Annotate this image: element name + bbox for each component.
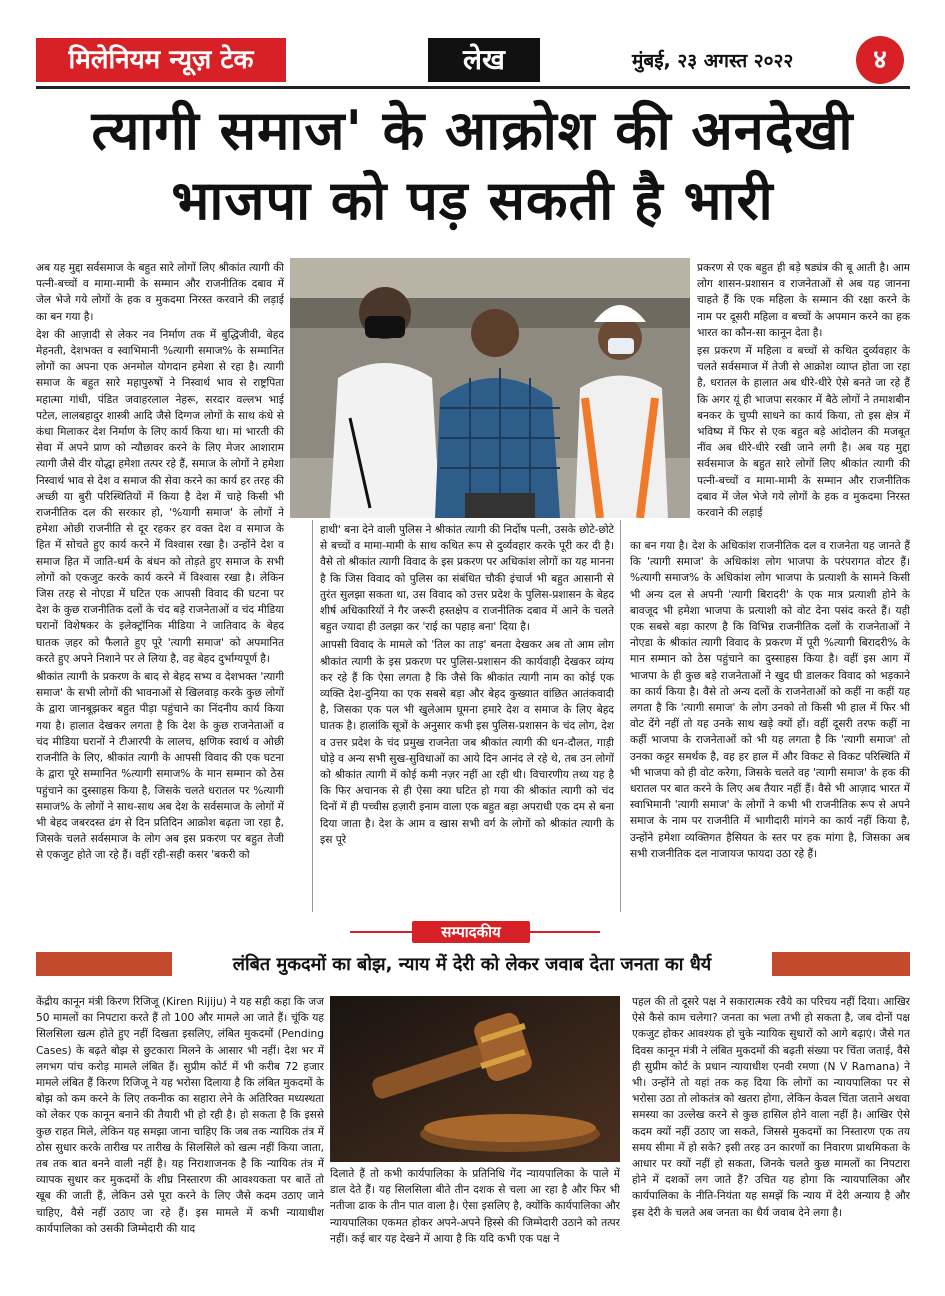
- headline-line-1: त्यागी समाज' के आक्रोश की अनदेखी: [91, 99, 854, 162]
- editorial-column-3: [632, 994, 910, 1256]
- masthead: [36, 36, 910, 84]
- paragraph: आपसी विवाद के मामले को 'तिल का ताड़' बनता देखकर अब तो आम लोग श्रीकांत त्यागी के इस प्रकरण पर पुलिस-प्रशासन की कार्यवाही देखकर व्यंग्य कर रहे हैं कि ऐसा लगता है कि जैसे कि श्रीकांत त्यागी नाम का कोई एक व्यक्ति देश-दुनिया का एक सबसे बड़ा और बेहद कुख्यात वांछित आतंकवादी है, जिसका एक पल भी खुलेआम घूमना हमारे देश व समाज के लिए बेहद घातक है। हालांकि सूत्रों के अनुसार कभी इस पुलिस-प्रशासन के चंद लोग, देश व उत्तर प्रदेश के चंद प्रमुख राजनेता जब श्रीकांत त्यागी की धन-दौलत, गाड़ी घोड़े व अन्य सभी सुख-सुविधाओं का आये दिन आनंद ले रहे थे, तब उन लोगों को श्रीकांत त्यागी में कोई कमी नज़र नहीं आ रही थी। विचारणीय तथ्य यह है कि फिर अचानक से ही ऐसा क्या घटित हो गया की श्रीकांत त्यागी को चंद दिनों में ही पच्चीस हज़ारी इनाम वाला एक बहुत बड़ा अपराधी एक दम से बना दिया जाता है। देश के आम व खास सभी वर्ग के लोगों को श्रीकांत त्यागी के इस पूरे: [320, 639, 614, 846]
- paragraph: का बन गया है। देश के अधिकांश राजनीतिक दल व राजनेता यह जानते हैं कि 'त्यागी समाज' के अधिकांश लोग भाजपा के परंपरागत वोटर हैं। %त्यागी समाज% के अधिकांश लोग भाजपा के प्रत्याशी के सामने किसी भी अन्य दल से अपनी 'त्यागी बिरादरी' के एक मात्र प्रत्याशी होने के बावजूद भी हमेशा भाजपा के प्रत्याशी को वोट देना पसंद करते हैं। यही एक सबसे बड़ा कारण है कि विभिन्न राजनीतिक दलों के राजनेताओं ने नोएडा के श्रीकांत त्यागी विवाद के प्रकरण में पूरी %त्यागी बिरादरी% के मान सम्मान को ठेस पहुंचाने का दुस्साहस किया है। वहीं इस आग में भाजपा के ही कुछ बड़े राजनेताओं ने खुद घी डालकर विवाद को भड़काने का कार्य किया है। वैसे तो अन्य दलों के राजनेताओं को कहीं ना कहीं यह लगता है कि 'त्यागी समाज' के लोग उनको तो किसी भी हाल में फिर भी वोट देंगे नहीं तो यह उनके साथ खड़े क्यों हों। वहीं दूसरी तरफ कहीं ना कहीं भाजपा के राजनेताओं को भी यह लगता है कि 'त्यागी समाज' तो उनका कट्टर समर्थक है, वह हर हाल में और विकट से विकट परिस्थिति में भी भाजपा को ही वोट करेगा, जिसके चलते वह 'त्यागी समाज' के हक की धरातल पर बात करने के लिए अब तैयार नहीं हैं। वैसे भी आज़ाद भारत में स्वाभिमानी 'त्यागी समाज' के लोगों ने कभी भी राजनीतिक रूप से अपने समाज के नाम पर राजनीति में भागीदारी मांगने का कार्य नहीं किया है, उन्होंने हमेशा व्यक्तिगत हैसियत के स्तर पर हक मांगा है, जिसका अब सभी राजनीतिक दल नाजायज फायदा उठा रहे हैं।: [630, 540, 910, 860]
- column-divider: [312, 520, 313, 912]
- paragraph: अब यह मुद्दा सर्वसमाज के बहुत सारे लोगों लिए श्रीकांत त्यागी की पत्नी-बच्चों व मामा-मामी के सम्मान और राजनीतिक दबाव में जेल भेजे गये लोगों के हक व मुकदमा निरस्त करवाने की लड़ाई का बन गया है।: [36, 262, 284, 323]
- paragraph: प्रकरण से एक बहुत ही बड़े षड्यंत्र की बू आती है। आम लोग शासन-प्रशासन व राजनेताओं से अब यह जानना चाहते हैं कि एक महिला के सम्मान की रक्षा करने के नाम पर दूसरी महिला व बच्चों के अपमान करने का हक भारत का कौन-सा कानून देता है।: [697, 262, 910, 339]
- paragraph: दिलाते हैं तो कभी कार्यपालिका के प्रतिनिधि गेंद न्यायपालिका के पाले में डाल देते हैं। यह सिलसिला बीते तीन दशक से चला आ रहा है और फिर भी नतीजा ढाक के तीन पात वाला है। ऐसा इसलिए है, क्योंकि कार्यपालिका और न्यायपालिका एकमत होकर अपने-अपने हिस्से की जिम्मेदारी उठाने को तत्पर नहीं। कई बार यह देखने में आया है कि यदि कभी एक पक्ष ने: [330, 1168, 620, 1245]
- paragraph: पहल की तो दूसरे पक्ष ने सकारात्मक रवैये का परिचय नहीं दिया। आखिर ऐसे कैसे काम चलेगा? जनता का भला तभी हो सकता है, जब दोनों पक्ष एकजुट होकर आवश्यक हो चुके न्यायिक सुधारों को आगे बढ़ाएं। जैसे गत दिवस कानून मंत्री ने लंबित मुकदमों की बढ़ती संख्या पर चिंता जताई, वैसे ही सुप्रीम कोर्ट के प्रधान न्यायाधीश एनवी रमणा (N V Ramana) ने भी। उन्होंने तो यहां तक कह दिया कि लोगों का न्यायपालिका पर से भरोसा उठा तो लोकतंत्र को खतरा होगा, लेकिन केवल चिंता जताने अथवा समस्या का उल्लेख करने से कुछ हासिल होने वाला नहीं है। आखिर ऐसे कदम क्यों नहीं उठाए जा सकते, जिससे मुकदमों का निस्तारण एक तय समय सीमा में हो सके? इसी तरह उन कारणों का निवारण प्राथमिकता के आधार पर क्यों नहीं हो सकता, जिनके चलते कुछ मामलों का निपटारा होने में दशकों लग जाते हैं? उचित यह होगा कि न्यायपालिका और कार्यपालिका के नीति-नियंता यह समझें कि न्याय में देरी अन्याय है और इस देरी के चलते अब जनता का धैर्य जवाब देने लगा है।: [632, 996, 910, 1219]
- newspaper-brand: मिलेनियम न्यूज़ टेक: [36, 38, 286, 82]
- gavel-illustration: [330, 996, 620, 1162]
- masthead-rule: [36, 86, 910, 89]
- paragraph: देश की आज़ादी से लेकर नव निर्माण तक में बुद्धिजीवी, बेहद मेहनती, देशभक्त व स्वाभिमानी %त्यागी समाज% के सम्मानित लोगों का अपना एक अनमोल योगदान हमेशा से रहा है। त्यागी समाज के बहुत सारे महापुरुषों ने निस्वार्थ भाव से राष्ट्रपिता महात्मा गांधी, पंडित जवाहरलाल नेहरू, सरदार वल्लभ भाई पटेल, लालबहादुर शास्त्री आदि जैसे दिग्गज लोगों के साथ कंधे से कंधा मिलाकर देश निर्माण के लिए कार्य किया था। मां भारती की सेवा में अपने प्राण को न्यौछावर करने के लिए मेजर आशाराम त्यागी जैसे वीर योद्धा हमेशा तत्पर रहे हैं, समाज के लोगों ने हमेशा निस्वार्थ भाव से देश व समाज की सेवा करने का कार्य हर तरह की अच्छी या बुरी परिस्थितियों में किया है देश में चाहे किसी भी राजनीतिक दल की सरकार हो, '%यागी समाज' के लोगों ने हमेशा ओछी राजनीति से दूर रहकर हर वक्त देश व समाज के हित में सोचते हुए कार्य करने में विश्वास रखा है। उन्होंने देश व समाज हित में जाति-धर्म के बंधन को तोड़ते हुए समाज के सभी लोगों को एकजुट करके कार्य करने में विश्वास रखा है। लेकिन जिस तरह से नोएडा में घटित एक आपसी विवाद की घटना पर देश के कुछ राजनीतिक दलों के चंद बड़े राजनेताओं व चंद मीडिया घरानों विशेषकर के इलेक्ट्रॉनिक मीडिया ने जातिवाद के बेहद घातक ज़हर को फैलाते हुए पूरे 'त्यागी समाज' को अपमानित करते हुए अपने निशाने पर ले लिया है, वह बेहद दुर्भाग्यपूर्ण है।: [36, 328, 284, 665]
- section-label: लेख: [428, 38, 540, 82]
- article-headline: [20, 96, 925, 246]
- news-photo-illustration: [290, 258, 690, 518]
- editorial-tag: सम्पादकीय: [412, 921, 530, 943]
- article-column-3-top: [697, 260, 910, 536]
- editorial-headline: लंबित मुकदमों का बोझ, न्याय में देरी को लेकर जवाब देता जनता का धैर्य: [172, 950, 772, 980]
- column-divider: [620, 520, 621, 912]
- editorial-column-1: [36, 994, 324, 1256]
- gavel-photo: [330, 996, 620, 1162]
- paragraph: हाथी' बना देने वाली पुलिस ने श्रीकांत त्यागी की निर्दोष पत्नी, उसके छोटे-छोटे से बच्चों व मामा-मामी के साथ कथित रूप से दुर्व्यवहार करके पूरी कर दी है। वैसे तो श्रीकांत त्यागी विवाद के इस प्रकरण पर अधिकांश लोगों का यह मानना है कि जिस विवाद को पुलिस का संबंधित चौकी इंचार्ज भी बहुत आसानी से तुरंत सुलझा सकता था, उस विवाद को उत्तर प्रदेश के पुलिस-प्रशासन के बेहद शीर्ष अधिकारियों ने गैर जरूरी हस्तक्षेप व राजनीतिक दबाव में आने के चलते बहुत ज्यादा ही उलझा कर 'राई का पहाड़ बना' दिया है।: [320, 524, 614, 634]
- page-number: ४: [856, 36, 904, 84]
- news-photo-arrest: [290, 258, 690, 518]
- editorial-column-2: [330, 1166, 620, 1256]
- paragraph: श्रीकांत त्यागी के प्रकरण के बाद से बेहद सभ्य व देशभक्त 'त्यागी समाज' के सभी लोगों की भावनाओं से खिलवाड़ करके कुछ लोगों के द्वारा जानबूझकर बहुत पीड़ा पहुंचाने का निंदनीय कार्य किया गया है। हालात देखकर लगता है कि देश के कुछ राजनेताओं व चंद मीडिया घरानों ने टीआरपी के लालच, क्षणिक स्वार्थ व ओछी राजनीति के लिए, श्रीकांत त्यागी के आपसी विवाद की एक घटना के द्वारा पूरे सम्मानित %त्यागी समाज% के मान सम्मान को ठेस पहुंचाने का दुस्साहस किया है, जिसके चलते धरातल पर %त्यागी समाज% के लोगों ने साथ-साथ अब देश के सर्वसमाज के लोगों में भी बेहद जबरदस्त ढंग से दिन प्रतिदिन आक्रोश बढ़ता जा रहा है, जिसके चलते सर्वसमाज के लोग अब इस प्रकरण पर बहुत तेजी से एकजुट होते जा रहे हैं। वहीं रही-सही कसर 'बकरी को: [36, 671, 284, 862]
- paragraph: इस प्रकरण में महिला व बच्चों से कथित दुर्व्यवहार के चलते सर्वसमाज में तेजी से आक्रोश व्याप्त होता जा रहा है, धरातल के हालात अब धीरे-धीरे ऐसे बनते जा रहे हैं कि अगर यूं ही भाजपा सरकार में बैठे लोगों ने तमाशबीन बनकर के चुप्पी साधने का कार्य किया, तो इस क्षेत्र में भविष्य में फिर से एक बहुत बड़े आंदोलन की मजबूत नींव अब धीरे-धीरे रखी जाने लगी है। अब यह मुद्दा सर्वसमाज के बहुत सारे लोगों लिए श्रीकांत त्यागी की पत्नी-बच्चों व मामा-मामी के सम्मान और राजनीतिक दबाव में जेल भेजे गये लोगों के हक व मुकदमा निरस्त करवाने की लड़ाई: [697, 345, 910, 520]
- article-column-1: [36, 260, 284, 912]
- paragraph: केंद्रीय कानून मंत्री किरण रिजिजू (Kiren Rijiju) ने यह सही कहा कि जज 50 मामलों का निपटारा करते हैं तो 100 और मामले आ जाते हैं। चूंकि यह सिलसिला खत्म होते हुए नहीं दिखता इसलिए, लंबित मुकदमों (Pending Cases) के बढ़ते बोझ से छुटकारा मिलने के आसार भी नहीं। देश भर में लगभग पांच करोड़ मामले लंबित हैं। सुप्रीम कोर्ट में भी करीब 72 हजार मामले लंबित हैं किरण रिजिजू ने यह भरोसा दिलाया है कि लंबित मुकदमों के बोझ को कम करने के लिए तकनीक का सहारा लेने के अतिरिक्त मध्यस्थता को लेकर एक कानून बनाने की तैयारी भी हो रही है। हो सकता है कि इससे कुछ राहत मिले, लेकिन यह समझा जाना चाहिए कि जब तक न्यायिक तंत्र में ठोस सुधार करके तारीख पर तारीख के सिलसिले को खत्म नहीं किया जाता, तब तक बात बनने वाली नहीं है। यह निराशाजनक है कि न्यायिक तंत्र में व्यापक सुधार कर मुकदमों के शीघ्र निस्तारण की आवश्यकता पर बातें तो खूब की जाती हैं, लेकिन उसे पूरा करने के लिए जैसे कदम उठाए जाने चाहिए, वैसे नहीं उठाए जा रहे हैं। इस मामले में कभी न्यायाधीश कार्यपालिका को उसकी जिम्मेदारी की याद: [36, 996, 324, 1235]
- article-column-3-bottom: [630, 538, 910, 912]
- headline-line-2: भाजपा को पड़ सकती है भारी: [171, 169, 774, 232]
- article-column-2: [320, 522, 614, 912]
- issue-date: मुंबई, २३ अगस्त २०२२: [632, 50, 794, 72]
